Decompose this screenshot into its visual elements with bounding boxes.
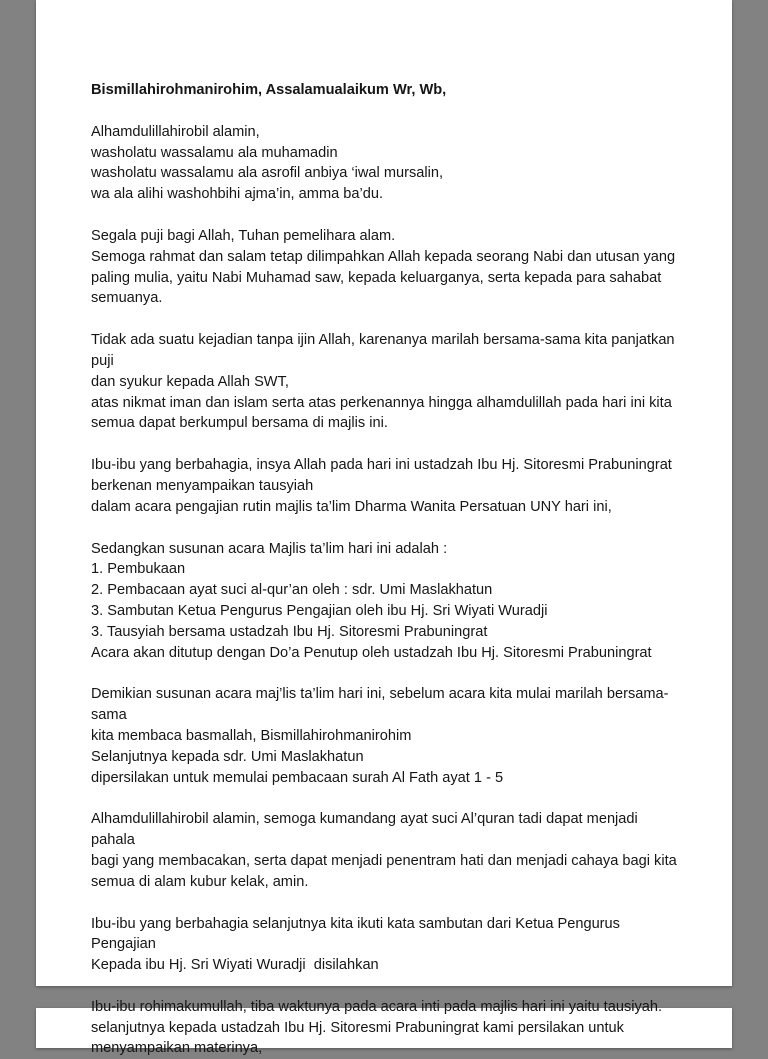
text-line: dalam acara pengajian rutin majlis ta’lim Dharma Wanita Persatuan UNY hari ini, bbox=[91, 498, 612, 515]
text-line: 2. Pembacaan ayat suci al-qur’an oleh : sdr. Umi Maslakhatun bbox=[91, 582, 493, 599]
text-line: semua di alam kubur kelak, amin. bbox=[91, 873, 309, 890]
heading-paragraph bbox=[91, 80, 680, 101]
text-line: dipersilakan untuk memulai pembacaan surah Al Fath ayat 1 - 5 bbox=[91, 769, 504, 786]
paragraph bbox=[91, 997, 680, 1059]
text-line: Semoga rahmat dan salam tetap dilimpahkan Allah kepada seorang Nabi dan utusan yang bbox=[91, 248, 676, 265]
text-line: Kepada ibu Hj. Sri Wiyati Wuradji disilahkan bbox=[91, 957, 379, 974]
text-line: bagi yang membacakan, serta dapat menjadi penentram hati dan menjadi cahaya bagi kita bbox=[91, 852, 677, 869]
text-line: semua dapat berkumpul bersama di majlis ini. bbox=[91, 415, 388, 432]
text-line: wa ala alihi washohbihi ajma’in, amma ba’du. bbox=[91, 186, 384, 203]
paragraph bbox=[91, 226, 680, 309]
text-line: washolatu wassalamu ala muhamadin bbox=[91, 144, 338, 161]
paragraph bbox=[91, 809, 680, 892]
paragraph bbox=[91, 684, 680, 788]
text-line: semuanya. bbox=[91, 290, 163, 307]
text-line: paling mulia, yaitu Nabi Muhamad saw, kepada keluarganya, serta kepada para sahabat bbox=[91, 269, 662, 286]
text-line: Ibu-ibu rohimakumullah, tiba waktunya pada acara inti pada majlis hari ini yaitu tausiyah. bbox=[91, 998, 663, 1015]
page-content bbox=[91, 80, 680, 1059]
paragraph bbox=[91, 455, 680, 517]
text-line: menyampaikan materinya, bbox=[91, 1040, 263, 1057]
text-line: 3. Sambutan Ketua Pengurus Pengajian oleh ibu Hj. Sri Wiyati Wuradji bbox=[91, 602, 548, 619]
text-line: dan syukur kepada Allah SWT, bbox=[91, 373, 289, 390]
text-line: Bismillahirohmanirohim, Assalamualaikum Wr, Wb, bbox=[91, 82, 447, 98]
text-line: Sedangkan susunan acara Majlis ta’lim hari ini adalah : bbox=[91, 540, 448, 557]
text-line: washolatu wassalamu ala asrofil anbiya ‘iwal mursalin, bbox=[91, 165, 444, 182]
text-line: Alhamdulillahirobil alamin, semoga kumandang ayat suci Al’quran tadi dapat menjadi pahala bbox=[91, 811, 642, 849]
text-line: Acara akan ditutup dengan Do’a Penutup oleh ustadzah Ibu Hj. Sitoresmi Prabuningrat bbox=[91, 644, 652, 661]
text-line: 1. Pembukaan bbox=[91, 561, 186, 578]
text-line: selanjutnya kepada ustadzah Ibu Hj. Sitoresmi Prabuningrat kami persilakan untuk bbox=[91, 1019, 624, 1036]
text-line: kita membaca basmallah, Bismillahirohmanirohim bbox=[91, 727, 412, 744]
document-page bbox=[36, 0, 732, 1057]
text-line: Selanjutnya kepada sdr. Umi Maslakhatun bbox=[91, 748, 364, 765]
paragraph bbox=[91, 914, 680, 976]
text-line: atas nikmat iman dan islam serta atas perkenannya hingga alhamdulillah pada hari ini kita bbox=[91, 394, 672, 411]
text-line: 3. Tausyiah bersama ustadzah Ibu Hj. Sitoresmi Prabuningrat bbox=[91, 623, 488, 640]
text-line: berkenan menyampaikan tausyiah bbox=[91, 477, 314, 494]
text-line: Alhamdulillahirobil alamin, bbox=[91, 123, 260, 140]
text-line: Ibu-ibu yang berbahagia, insya Allah pada hari ini ustadzah Ibu Hj. Sitoresmi Prabuningrat bbox=[91, 457, 672, 474]
paragraph bbox=[91, 539, 680, 664]
paragraph bbox=[91, 122, 680, 205]
text-line: Tidak ada suatu kejadian tanpa ijin Allah, karenanya marilah bersama-sama kita panjatkan puji bbox=[91, 332, 679, 369]
text-line: Ibu-ibu yang berbahagia selanjutnya kita ikuti kata sambutan dari Ketua Pengurus Pengajian bbox=[91, 915, 625, 953]
text-line: Segala puji bagi Allah, Tuhan pemelihara alam. bbox=[91, 227, 396, 244]
text-line: Demikian susunan acara maj’lis ta’lim hari ini, sebelum acara kita mulai marilah bersama-sama bbox=[91, 686, 669, 724]
paragraph bbox=[91, 330, 680, 434]
